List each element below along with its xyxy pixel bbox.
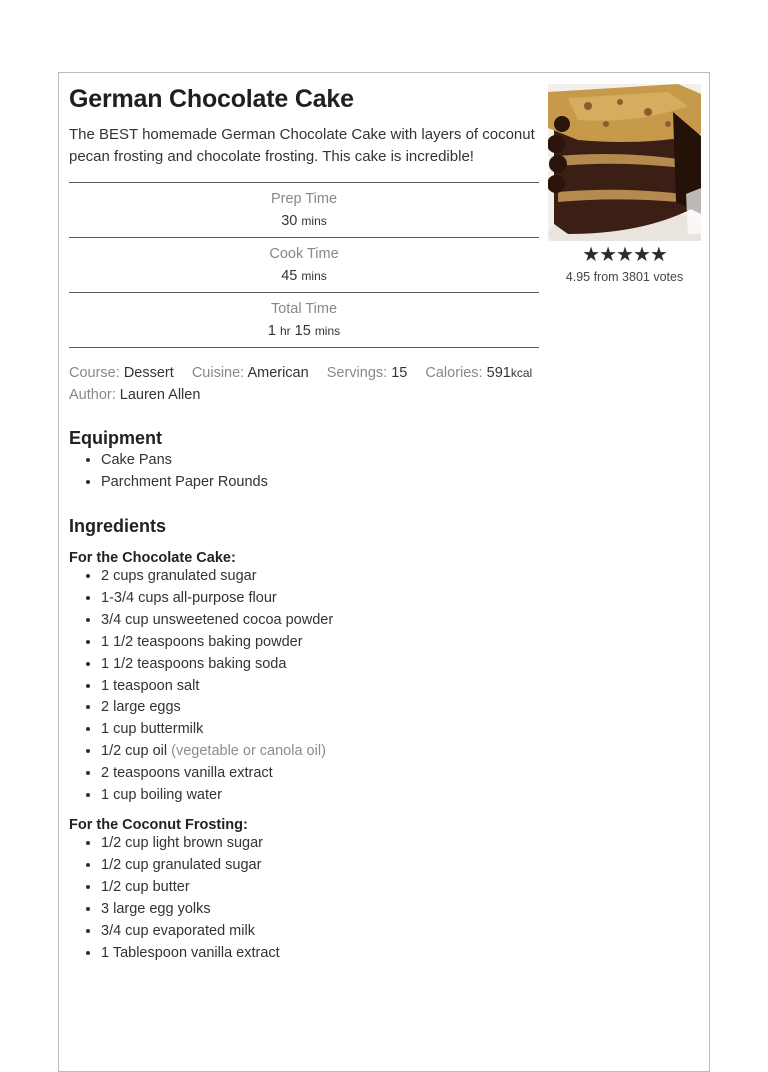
author-value: Lauren Allen: [119, 387, 201, 403]
recipe-summary: The BEST homemade German Chocolate Cake with layers of coconut pecan frosting and chocolate frosting. This cake is incredible!: [69, 126, 535, 165]
calories-number: 591: [486, 365, 511, 381]
ingredient-group-heading: For the Coconut Frosting:: [69, 816, 248, 833]
total-time-value: [69, 321, 539, 341]
ingredients-heading: Ingredients: [69, 516, 167, 536]
total-time: [69, 293, 539, 348]
ingredients-section: [69, 516, 549, 964]
recipe-photo: [548, 84, 701, 241]
meta-course: [69, 365, 174, 381]
ingredient-list: [69, 833, 549, 964]
rating-stars[interactable]: ★★★★★: [582, 244, 667, 266]
prep-time: [69, 183, 539, 238]
ingredient-item: • 3/4 cup evaporated milk: [101, 921, 549, 943]
ingredient-item: • 1/2 cup light brown sugar: [101, 833, 549, 855]
author-label: Author:: [69, 387, 116, 403]
cuisine-value: American: [247, 365, 309, 381]
equipment-heading: Equipment: [69, 428, 162, 448]
ingredient-item: • 1 1/2 teaspoons baking powder: [101, 632, 549, 654]
ingredient-item: • 2 large eggs: [101, 697, 549, 719]
prep-time-number: 30: [281, 213, 298, 229]
equipment-item[interactable]: • Parchment Paper Rounds: [101, 472, 549, 494]
rating-text: 4.95 from 3801 votes: [565, 270, 684, 284]
cook-time: [69, 238, 539, 293]
ingredient-item: • 2 teaspoons vanilla extract: [101, 763, 549, 785]
meta-author: [69, 387, 200, 403]
recipe-meta: [69, 362, 559, 406]
recipe-card: [58, 72, 710, 1072]
prep-time-unit: mins: [301, 214, 327, 228]
course-label: Course:: [69, 365, 120, 381]
ingredient-item: • 1/2 cup granulated sugar: [101, 855, 549, 877]
cook-time-number: 45: [281, 268, 298, 284]
total-time-hours-unit: hr: [279, 324, 291, 338]
prep-time-value: [69, 211, 539, 231]
calories-label: Calories:: [425, 365, 483, 381]
total-time-minutes: 15: [294, 323, 311, 339]
equipment-list: [69, 450, 549, 494]
course-value: Dessert: [123, 365, 174, 381]
meta-calories: [425, 365, 532, 381]
cuisine-label: Cuisine:: [191, 365, 245, 381]
ingredient-item: • 1 Tablespoon vanilla extract: [101, 943, 549, 965]
ingredient-note: (vegetable or canola oil): [171, 743, 326, 760]
ingredient-item: • 1 cup boiling water: [101, 785, 549, 807]
prep-time-label: Prep Time: [270, 191, 338, 207]
calories-unit: kcal: [510, 366, 533, 380]
total-time-minutes-unit: mins: [314, 324, 341, 338]
equipment-item[interactable]: • Cake Pans: [101, 450, 549, 472]
cook-time-unit: mins: [301, 269, 327, 283]
ingredient-item: • 1-3/4 cups all-purpose flour: [101, 588, 549, 610]
ingredient-list: [69, 566, 549, 807]
equipment-section: [69, 428, 549, 494]
meta-cuisine: [192, 365, 309, 381]
total-time-label: Total Time: [270, 301, 338, 317]
ingredient-item: • 1 cup buttermilk: [101, 719, 549, 741]
cook-time-label: Cook Time: [269, 246, 339, 262]
recipe-times: [69, 182, 539, 348]
cook-time-value: [69, 266, 539, 286]
ingredient-item: • 3/4 cup unsweetened cocoa powder: [101, 610, 549, 632]
servings-value[interactable]: 15: [391, 365, 408, 381]
ingredient-item: • 3 large egg yolks: [101, 899, 549, 921]
ingredient-group-heading: For the Chocolate Cake:: [69, 550, 236, 566]
ingredient-item: • 1/2 cup oil (vegetable or canola oil): [101, 741, 549, 763]
total-time-hours: 1: [267, 323, 276, 339]
ingredient-item: • 1 1/2 teaspoons baking soda: [101, 654, 549, 676]
servings-label: Servings:: [326, 365, 388, 381]
calories-value: [487, 365, 533, 381]
meta-servings: [327, 365, 408, 381]
ingredient-item: • 1/2 cup butter: [101, 877, 549, 899]
ingredient-item: • 2 cups granulated sugar: [101, 566, 549, 588]
recipe-title: German Chocolate Cake: [69, 85, 354, 113]
ingredient-item: • 1 teaspoon salt: [101, 676, 549, 698]
